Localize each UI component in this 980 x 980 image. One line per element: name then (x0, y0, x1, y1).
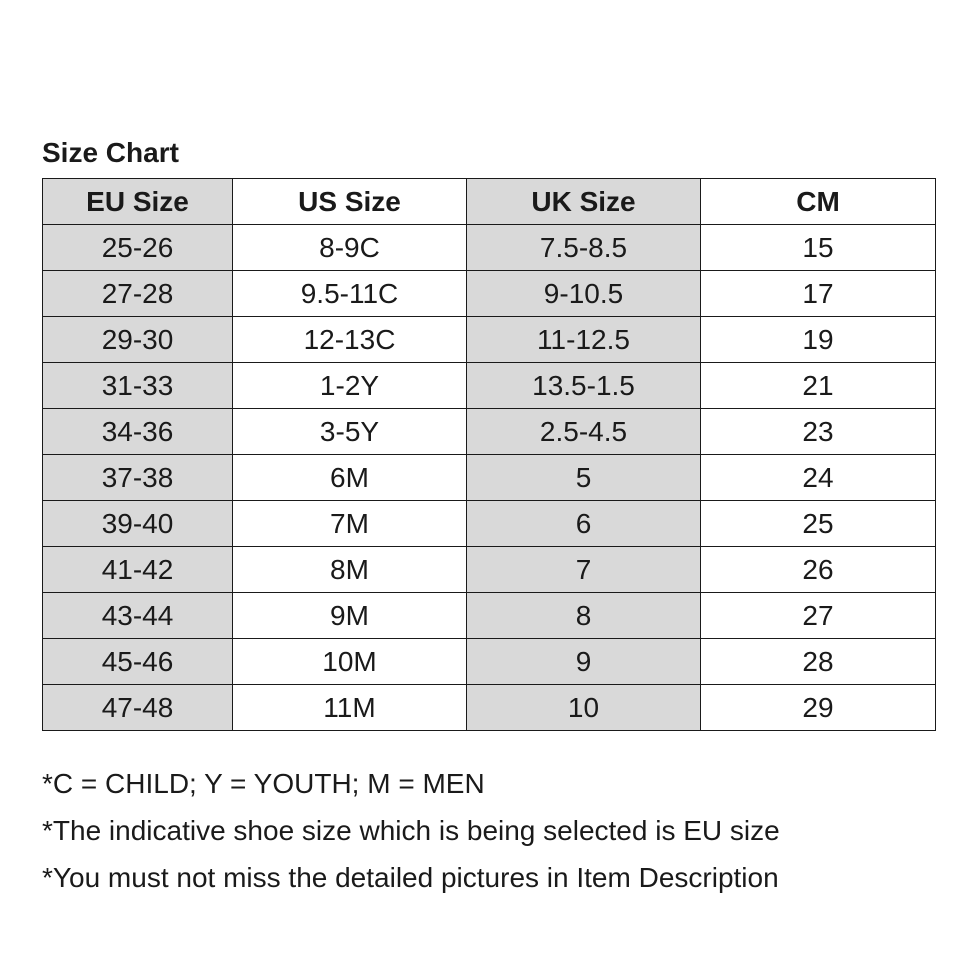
note-item-description: *You must not miss the detailed pictures in Item Description (42, 862, 779, 893)
eu-size-cell: 27-28 (43, 271, 233, 317)
uk-size-cell: 9 (467, 639, 701, 685)
table-body (43, 225, 936, 731)
cm-cell: 28 (701, 639, 936, 685)
us-size-cell: 11M (233, 685, 467, 731)
cm-cell: 29 (701, 685, 936, 731)
cm-cell: 26 (701, 547, 936, 593)
uk-size-cell: 2.5-4.5 (467, 409, 701, 455)
table-row (43, 409, 936, 455)
cm-cell: 27 (701, 593, 936, 639)
uk-size-cell: 13.5-1.5 (467, 363, 701, 409)
cm-cell: 23 (701, 409, 936, 455)
us-size-cell: 8M (233, 547, 467, 593)
uk-size-cell: 8 (467, 593, 701, 639)
cm-cell: 25 (701, 501, 936, 547)
us-size-cell: 3-5Y (233, 409, 467, 455)
table-row (43, 685, 936, 731)
us-size-cell: 6M (233, 455, 467, 501)
table-row (43, 363, 936, 409)
us-size-cell: 7M (233, 501, 467, 547)
us-size-cell: 10M (233, 639, 467, 685)
eu-size-cell: 37-38 (43, 455, 233, 501)
eu-size-cell: 25-26 (43, 225, 233, 271)
eu-size-cell: 31-33 (43, 363, 233, 409)
table-row (43, 639, 936, 685)
table-row (43, 317, 936, 363)
page-title: Size Chart (42, 137, 179, 168)
cm-cell: 21 (701, 363, 936, 409)
us-size-cell: 1-2Y (233, 363, 467, 409)
us-size-cell: 9M (233, 593, 467, 639)
table-header-row (43, 179, 936, 225)
eu-size-cell: 41-42 (43, 547, 233, 593)
eu-size-cell: 34-36 (43, 409, 233, 455)
table-row (43, 593, 936, 639)
header-us-size: US Size (233, 179, 467, 225)
header-uk-size: UK Size (467, 179, 701, 225)
uk-size-cell: 9-10.5 (467, 271, 701, 317)
uk-size-cell: 5 (467, 455, 701, 501)
size-chart-table (42, 178, 936, 731)
uk-size-cell: 10 (467, 685, 701, 731)
uk-size-cell: 7.5-8.5 (467, 225, 701, 271)
eu-size-cell: 47-48 (43, 685, 233, 731)
eu-size-cell: 45-46 (43, 639, 233, 685)
us-size-cell: 12-13C (233, 317, 467, 363)
notes (42, 760, 780, 901)
cm-cell: 19 (701, 317, 936, 363)
cm-cell: 17 (701, 271, 936, 317)
eu-size-cell: 43-44 (43, 593, 233, 639)
uk-size-cell: 11-12.5 (467, 317, 701, 363)
eu-size-cell: 29-30 (43, 317, 233, 363)
table-row (43, 547, 936, 593)
header-cm: CM (701, 179, 936, 225)
table-row (43, 455, 936, 501)
note-eu-size: *The indicative shoe size which is being selected is EU size (42, 815, 780, 846)
cm-cell: 15 (701, 225, 936, 271)
cm-cell: 24 (701, 455, 936, 501)
uk-size-cell: 7 (467, 547, 701, 593)
note-abbreviations: *C = CHILD; Y = YOUTH; M = MEN (42, 768, 485, 799)
header-eu-size: EU Size (43, 179, 233, 225)
table-row (43, 501, 936, 547)
eu-size-cell: 39-40 (43, 501, 233, 547)
table-row (43, 271, 936, 317)
uk-size-cell: 6 (467, 501, 701, 547)
us-size-cell: 9.5-11C (233, 271, 467, 317)
table-row (43, 225, 936, 271)
us-size-cell: 8-9C (233, 225, 467, 271)
